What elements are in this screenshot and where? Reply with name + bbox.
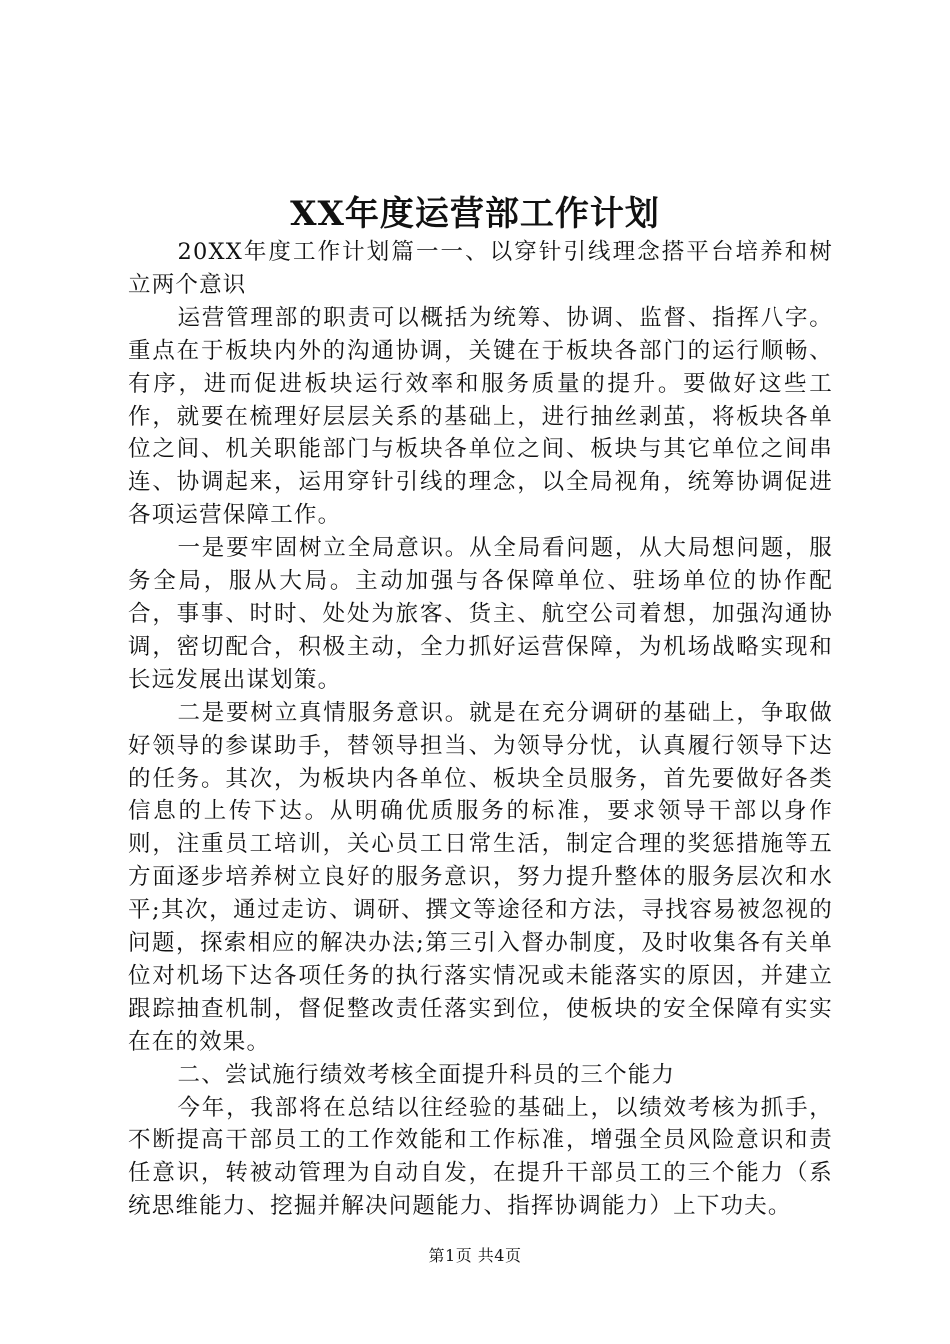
paragraph: 一是要牢固树立全局意识。从全局看问题，从大局想问题，服务全局，服从大局。主动加强与各保障单位、驻场单位的协作配合，事事、时时、处处为旅客、货主、航空公司着想，加强沟通协调，密切配合，积极主动，全力抓好运营保障，为机场战略实现和长远发展出谋划策。 — [128, 535, 833, 693]
paragraph: 二是要树立真情服务意识。就是在充分调研的基础上，争取做好领导的参谋助手，替领导担当、为领导分忧，认真履行领导下达的任务。其次，为板块内各单位、板块全员服务，首先要做好各类信息的上传下达。从明确优质服务的标准，要求领导干部以身作则，注重员工培训，关心员工日常生活，制定合理的奖惩措施等五方面逐步培养树立良好的服务意识，努力提升整体的服务层次和水平;其次，通过走访、调研、撰文等途径和方法，寻找容易被忽视的问题，探索相应的解决办法;第三引入督办制度，及时收集各有关单位对机场下达各项任务的执行落实情况或未能落实的原因，并建立跟踪抽查机制，督促整改责任落实到位，使板块的安全保障有实实在在的效果。 — [128, 699, 833, 1055]
page-footer: 第1页 共4页 — [428, 1246, 522, 1265]
paragraph: 20XX年度工作计划篇一一、以穿针引线理念搭平台培养和树立两个意识 — [128, 239, 833, 298]
paragraph: 今年，我部将在总结以往经验的基础上，以绩效考核为抓手，不断提高干部员工的工作效能和工作标准，增强全员风险意识和责任意识，转被动管理为自动自发，在提升干部员工的三个能力（系统思维能力、挖掘并解决问题能力、指挥协调能力）上下功夫。 — [128, 1094, 833, 1220]
paragraph: 二、尝试施行绩效考核全面提升科员的三个能力 — [177, 1061, 676, 1088]
document-title: XX年度运营部工作计划 — [290, 194, 660, 234]
paragraph: 运营管理部的职责可以概括为统筹、协调、监督、指挥八字。重点在于板块内外的沟通协调，关键在于板块各部门的运行顺畅、有序，进而促进板块运行效率和服务质量的提升。要做好这些工作，就要在梳理好层层关系的基础上，进行抽丝剥茧，将板块各单位之间、机关职能部门与板块各单位之间、板块与其它单位之间串连、协调起来，运用穿针引线的理念，以全局视角，统筹协调促进各项运营保障工作。 — [128, 304, 833, 529]
document-body — [128, 236, 833, 1223]
